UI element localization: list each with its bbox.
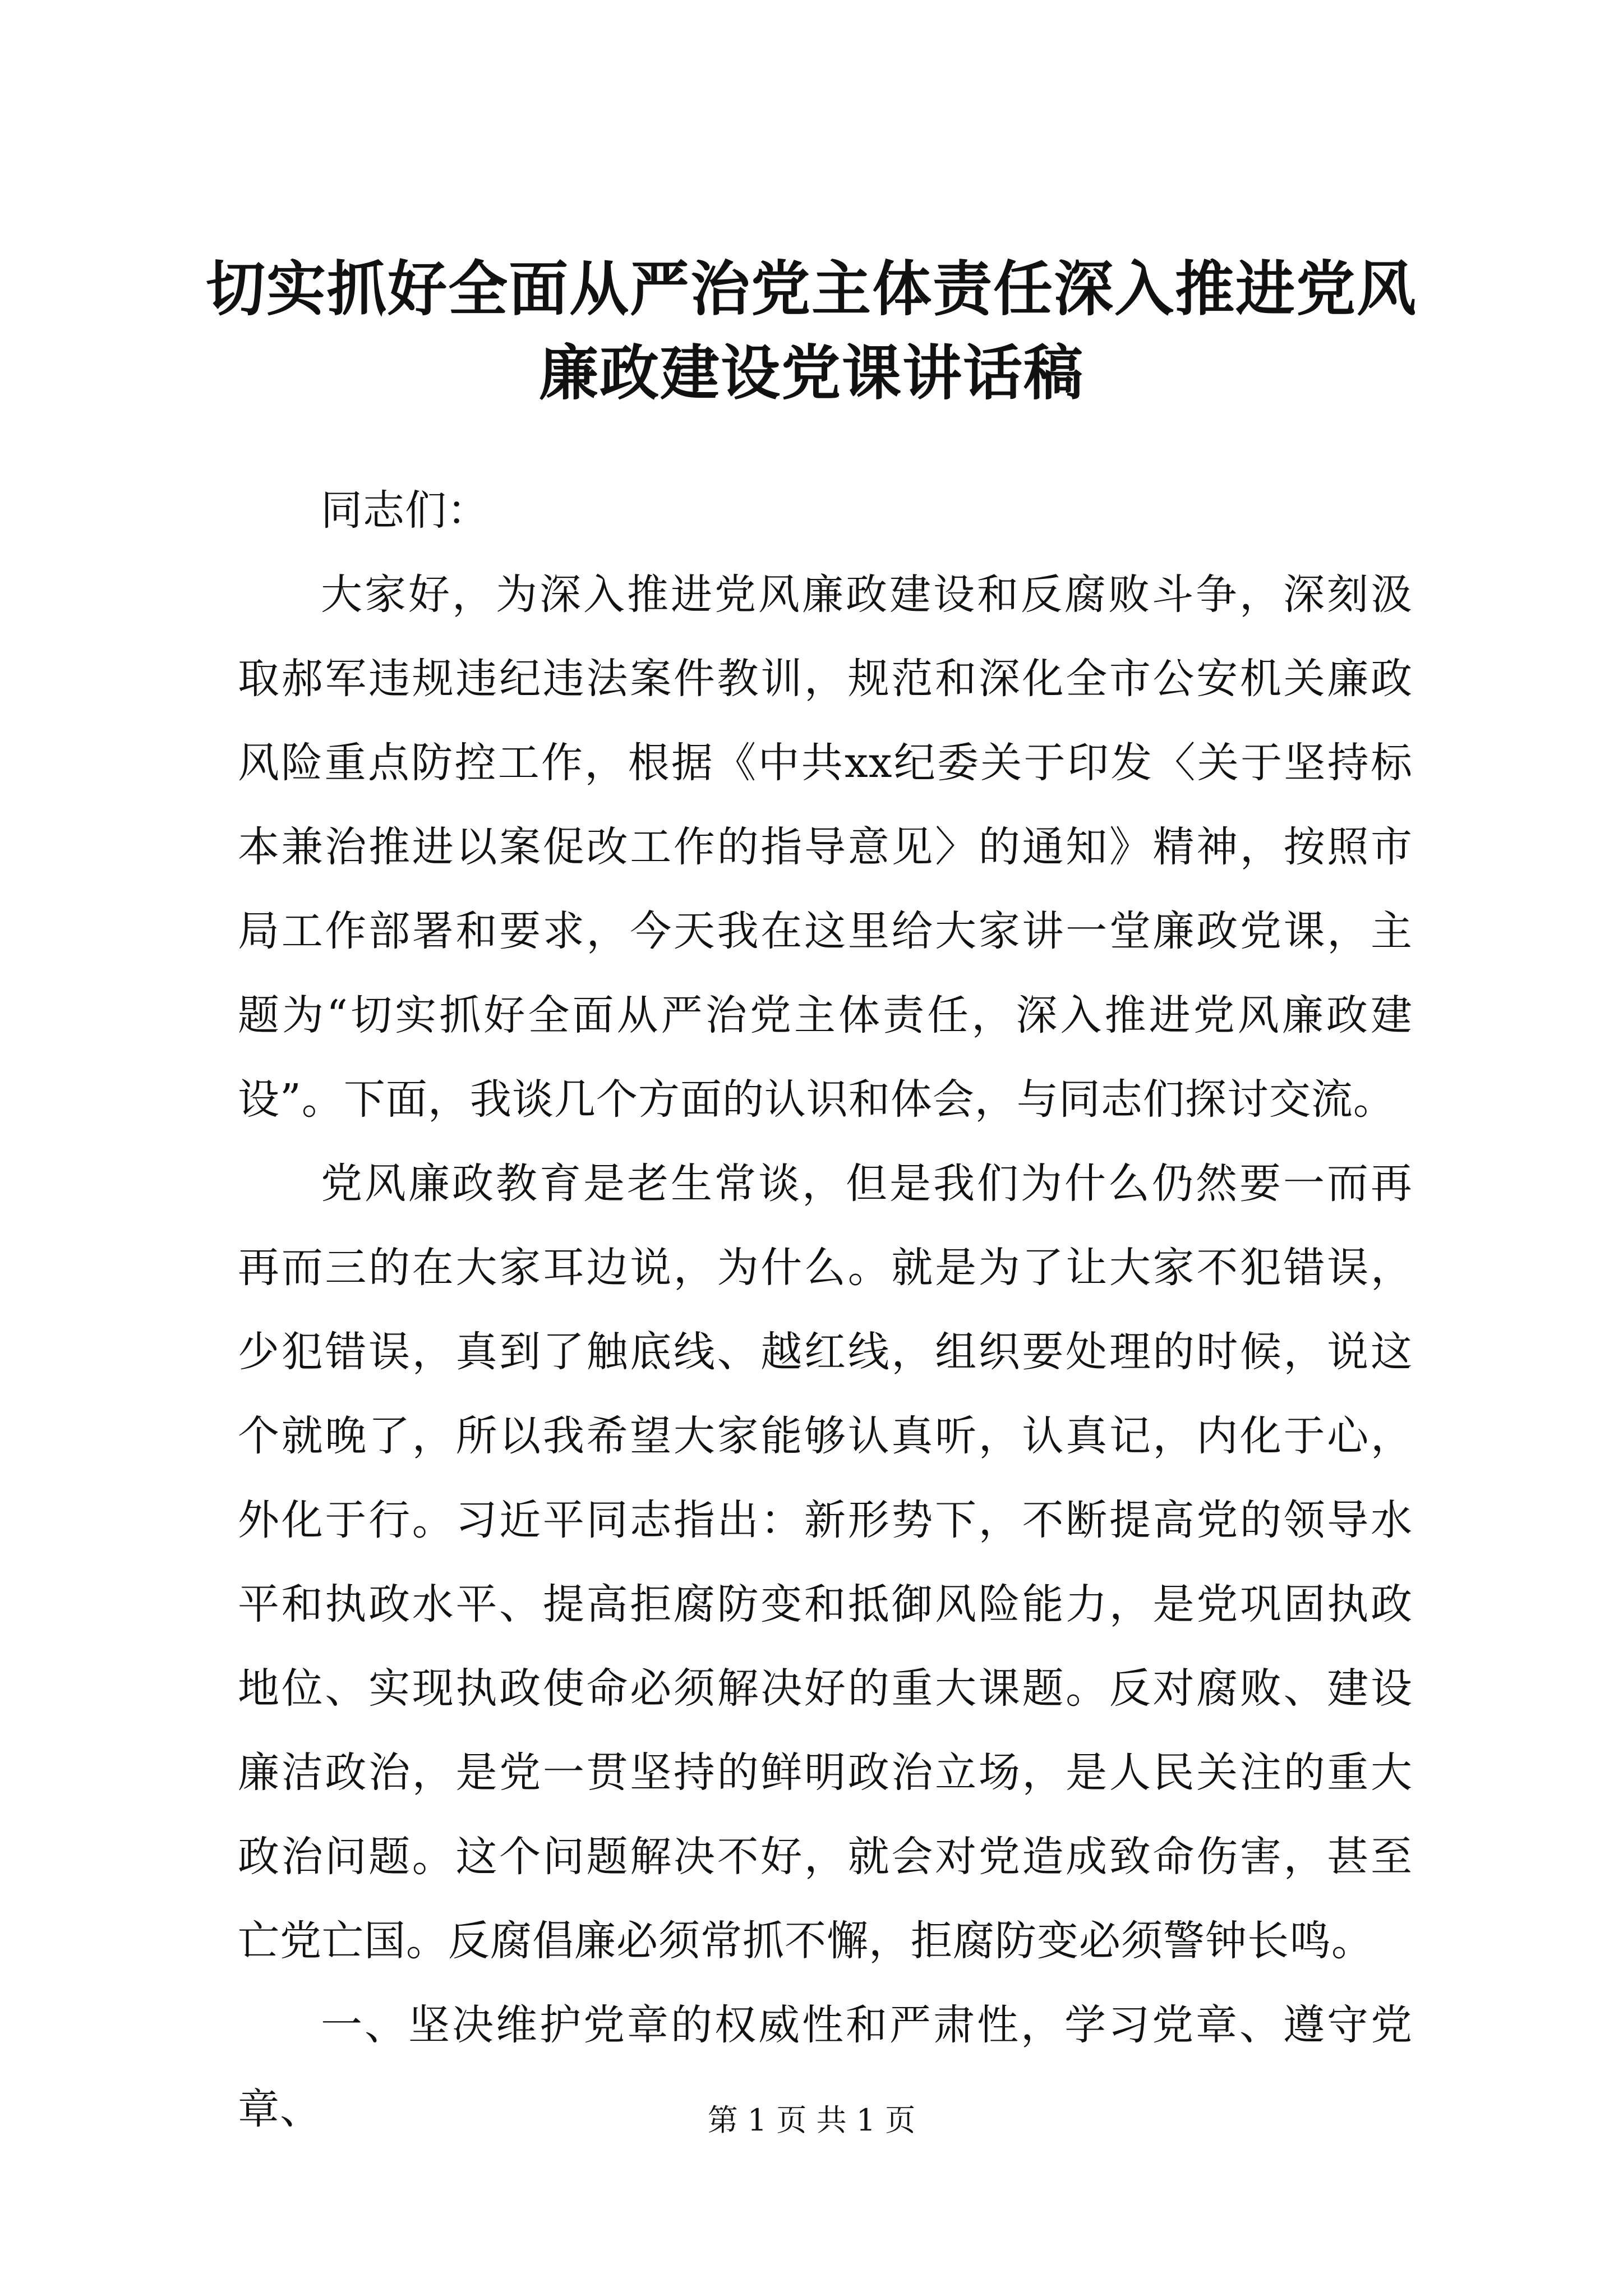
document-body bbox=[238, 468, 1413, 2151]
page-footer: 第 1 页 共 1 页 bbox=[707, 2102, 916, 2138]
document-title: 切实抓好全面从严治党主体责任深入推进党风廉政建设党课讲话稿 bbox=[206, 254, 1417, 408]
paragraph-greeting: 同志们： bbox=[321, 486, 489, 535]
paragraph-education: 党风廉政教育是老生常谈，但是我们为什么仍然要一而再再而三的在大家耳边说，为什么。就是为了让大家不犯错误，少犯错误，真到了触底线、越红线，组织要处理的时候，说这个就晚了，所以我希望大家能够认真听，认真记，内化于心，外化于行。习近平同志指出：新形势下，不断提高党的领导水平和执政水平、提高拒腐防变和抵御风险能力，是党巩固执政地位、实现执政使命必须解决好的重大课题。反对腐败、建设廉洁政治，是党一贯坚持的鲜明政治立场，是人民关注的重大政治问题。这个问题解决不好，就会对党造成致命伤害，甚至亡党亡国。反腐倡廉必须常抓不懈，拒腐防变必须警钟长鸣。 bbox=[238, 1159, 1413, 1965]
paragraph-intro: 大家好，为深入推进党风廉政建设和反腐败斗争，深刻汲取郝军违规违纪违法案件教训，规范和深化全市公安机关廉政风险重点防控工作，根据《中共xx纪委关于印发〈关于坚持标本兼治推进以案促改工作的指导意见〉的通知》精神，按照市局工作部署和要求，今天我在这里给大家讲一堂廉政党课，主题为“切实抓好全面从严治党主体责任，深入推进党风廉政建设”。下面，我谈几个方面的认识和体会，与同志们探讨交流。 bbox=[238, 570, 1413, 1124]
paragraph-section-one: 一、坚决维护党章的权威性和严肃性，学习党章、遵守党章、 bbox=[238, 2001, 1413, 2133]
